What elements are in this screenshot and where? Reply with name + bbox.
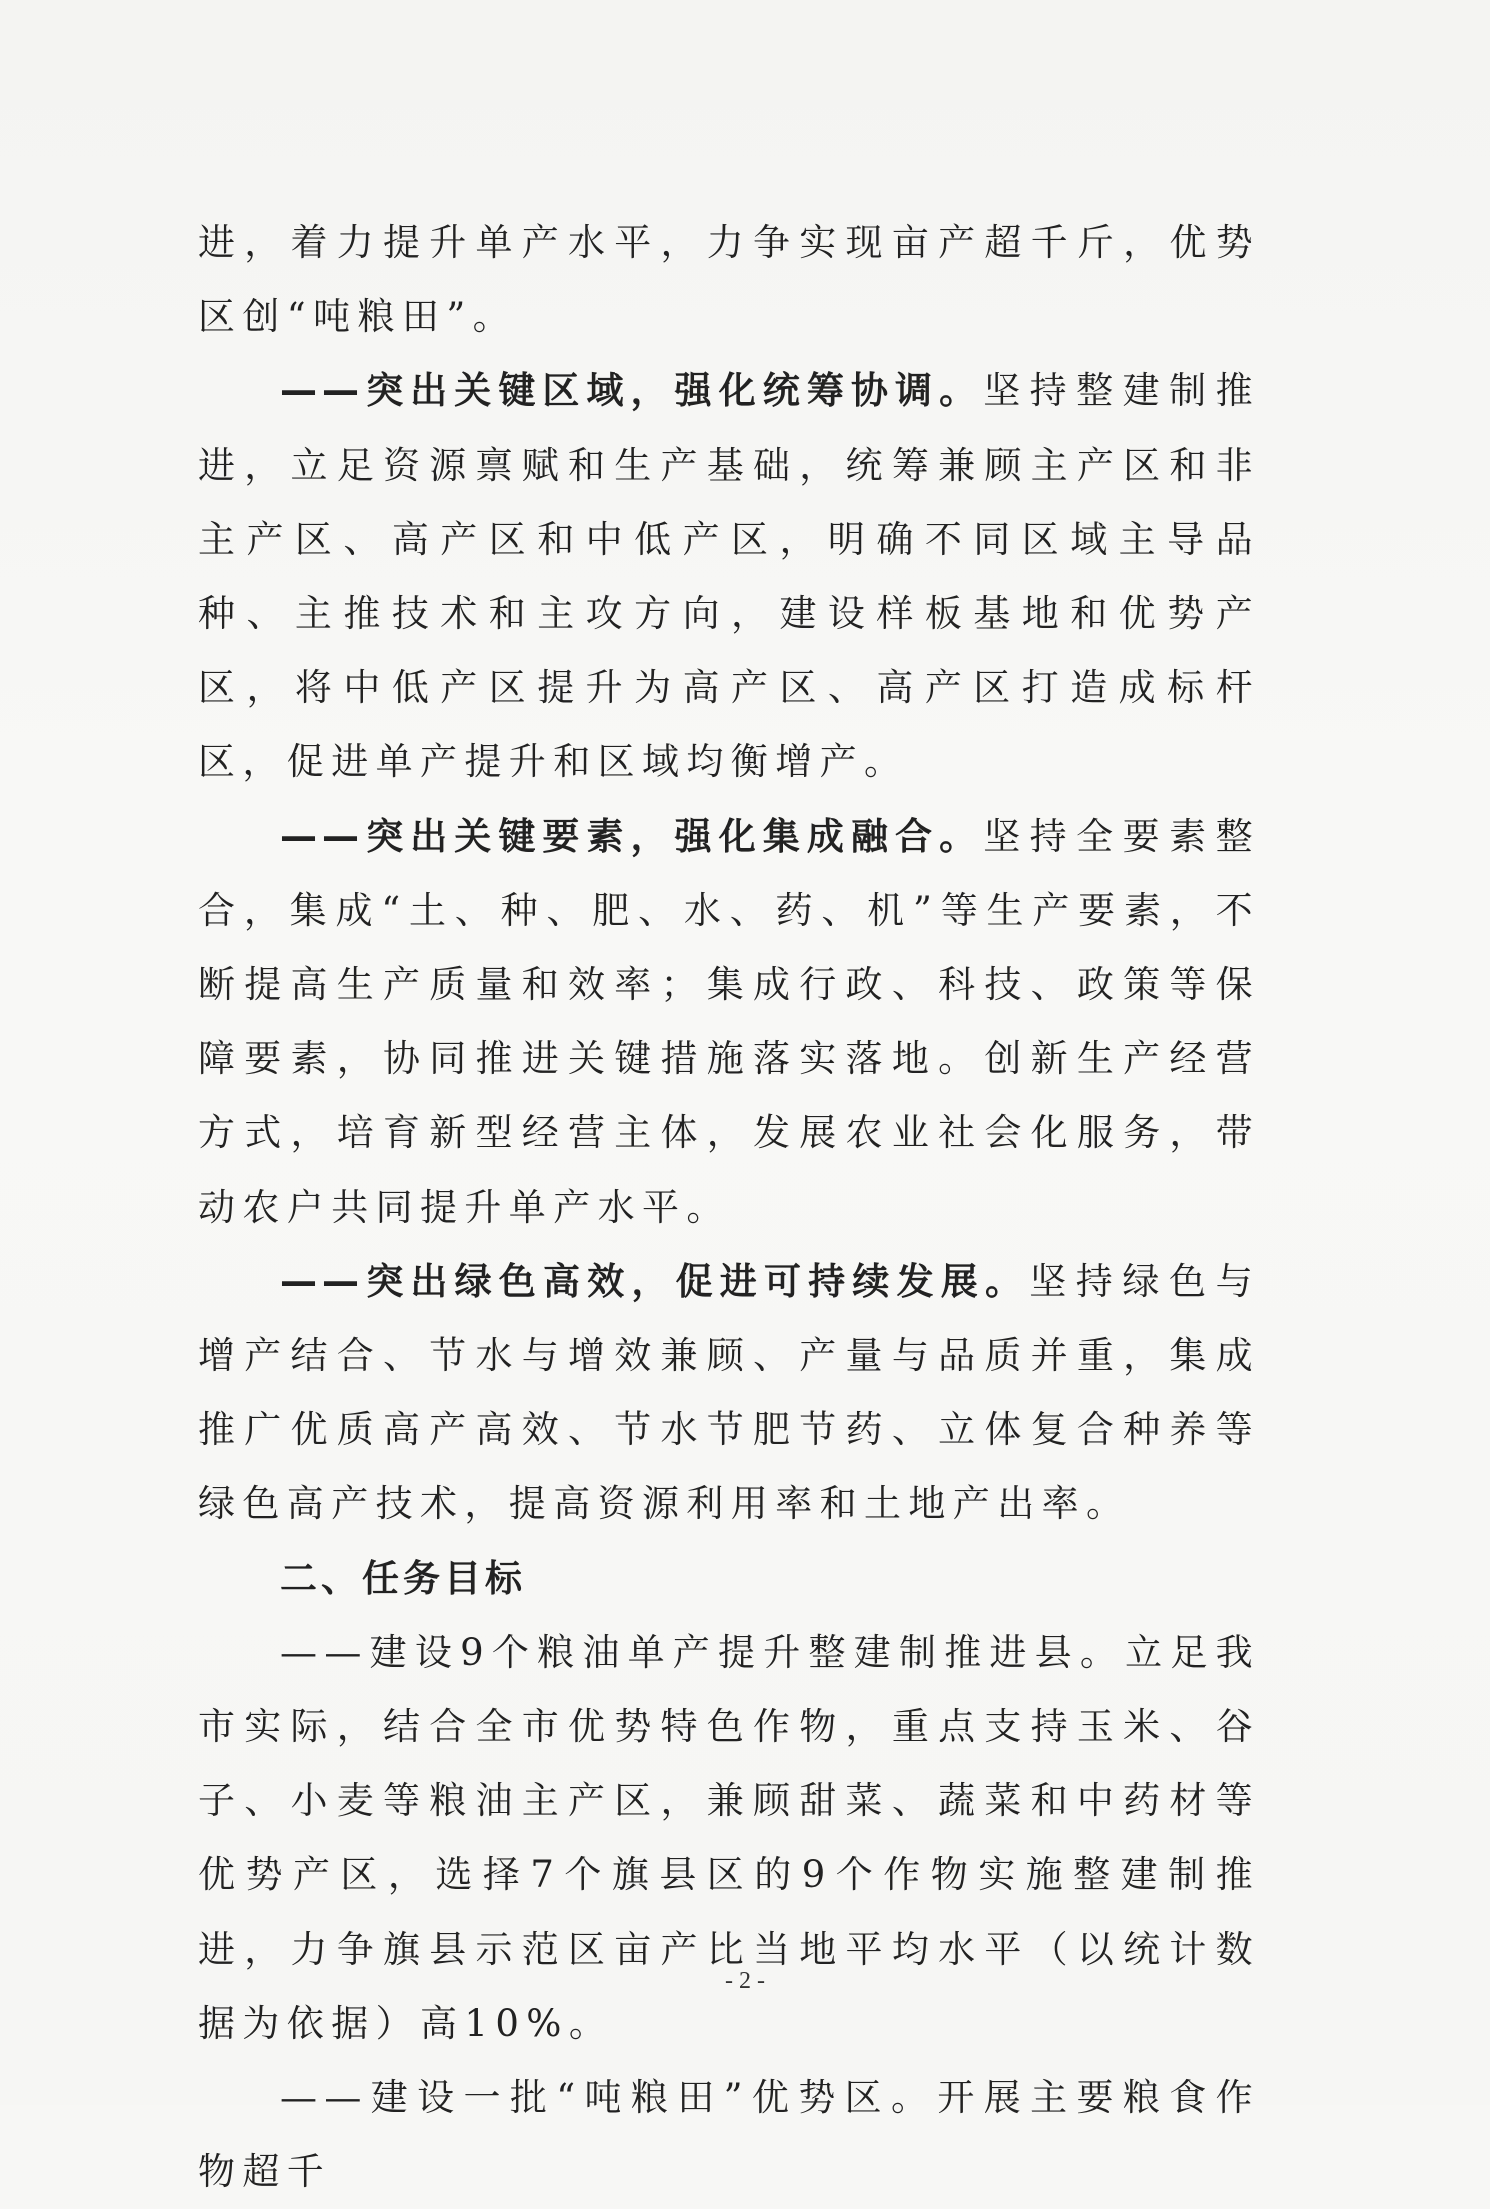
document-body	[198, 206, 1260, 2209]
paragraph-ton-grain-fields	[198, 2061, 1260, 2209]
paragraph-lead: ——突出关键要素，强化集成融合。	[280, 814, 984, 858]
paragraph-continuation	[198, 206, 1260, 354]
paragraph-text: 坚持绿色与增产结合、节水与增效兼顾、产量与品质并重，集成推广优质高产高效、节水节肥节药、立体复合种养等绿色高产技术，提高资源利用率和土地产出率。	[198, 1259, 1261, 1526]
paragraph-text: 进，着力提升单产水平，力争实现亩产超千斤，优势区创“吨粮田”。	[198, 221, 1260, 339]
paragraph-text: ——建设一批“吨粮田”优势区。开展主要粮食作物超千	[198, 2076, 1260, 2194]
page-number: - 2 -	[725, 1968, 765, 1994]
paragraph-text: ——建设9个粮油单产提升整建制推进县。立足我市实际，结合全市优势特色作物，重点支持玉米、谷子、小麦等粮油主产区，兼顾甜菜、蔬菜和中药材等优势产区，选择7个旗县区的9个作物实施整建制推进，力争旗县示范区亩产比当地平均水平（以统计数据为依据）高10%。	[198, 1630, 1260, 2045]
section-heading: 二、任务目标	[280, 1556, 526, 1600]
paragraph-text: 坚持整建制推进，立足资源禀赋和生产基础，统筹兼顾主产区和非主产区、高产区和中低产区，明确不同区域主导品种、主推技术和主攻方向，建设样板基地和优势产区，将中低产区提升为高产区、高产区打造成标杆区，促进单产提升和区域均衡增产。	[198, 369, 1261, 784]
paragraph-lead: ——突出绿色高效，促进可持续发展。	[280, 1259, 1030, 1303]
paragraph-key-factors	[198, 800, 1260, 1245]
paragraph-green-efficiency	[198, 1245, 1260, 1542]
paragraph-text: 坚持全要素整合，集成“土、种、肥、水、药、机”等生产要素，不断提高生产质量和效率；集成行政、科技、政策等保障要素，协同推进关键措施落实落地。创新生产经营方式，培育新型经营主体，发展农业社会化服务，带动农户共同提升单产水平。	[198, 814, 1261, 1229]
paragraph-key-regions	[198, 354, 1260, 799]
paragraph-lead: ——突出关键区域，强化统筹协调。	[280, 369, 984, 413]
